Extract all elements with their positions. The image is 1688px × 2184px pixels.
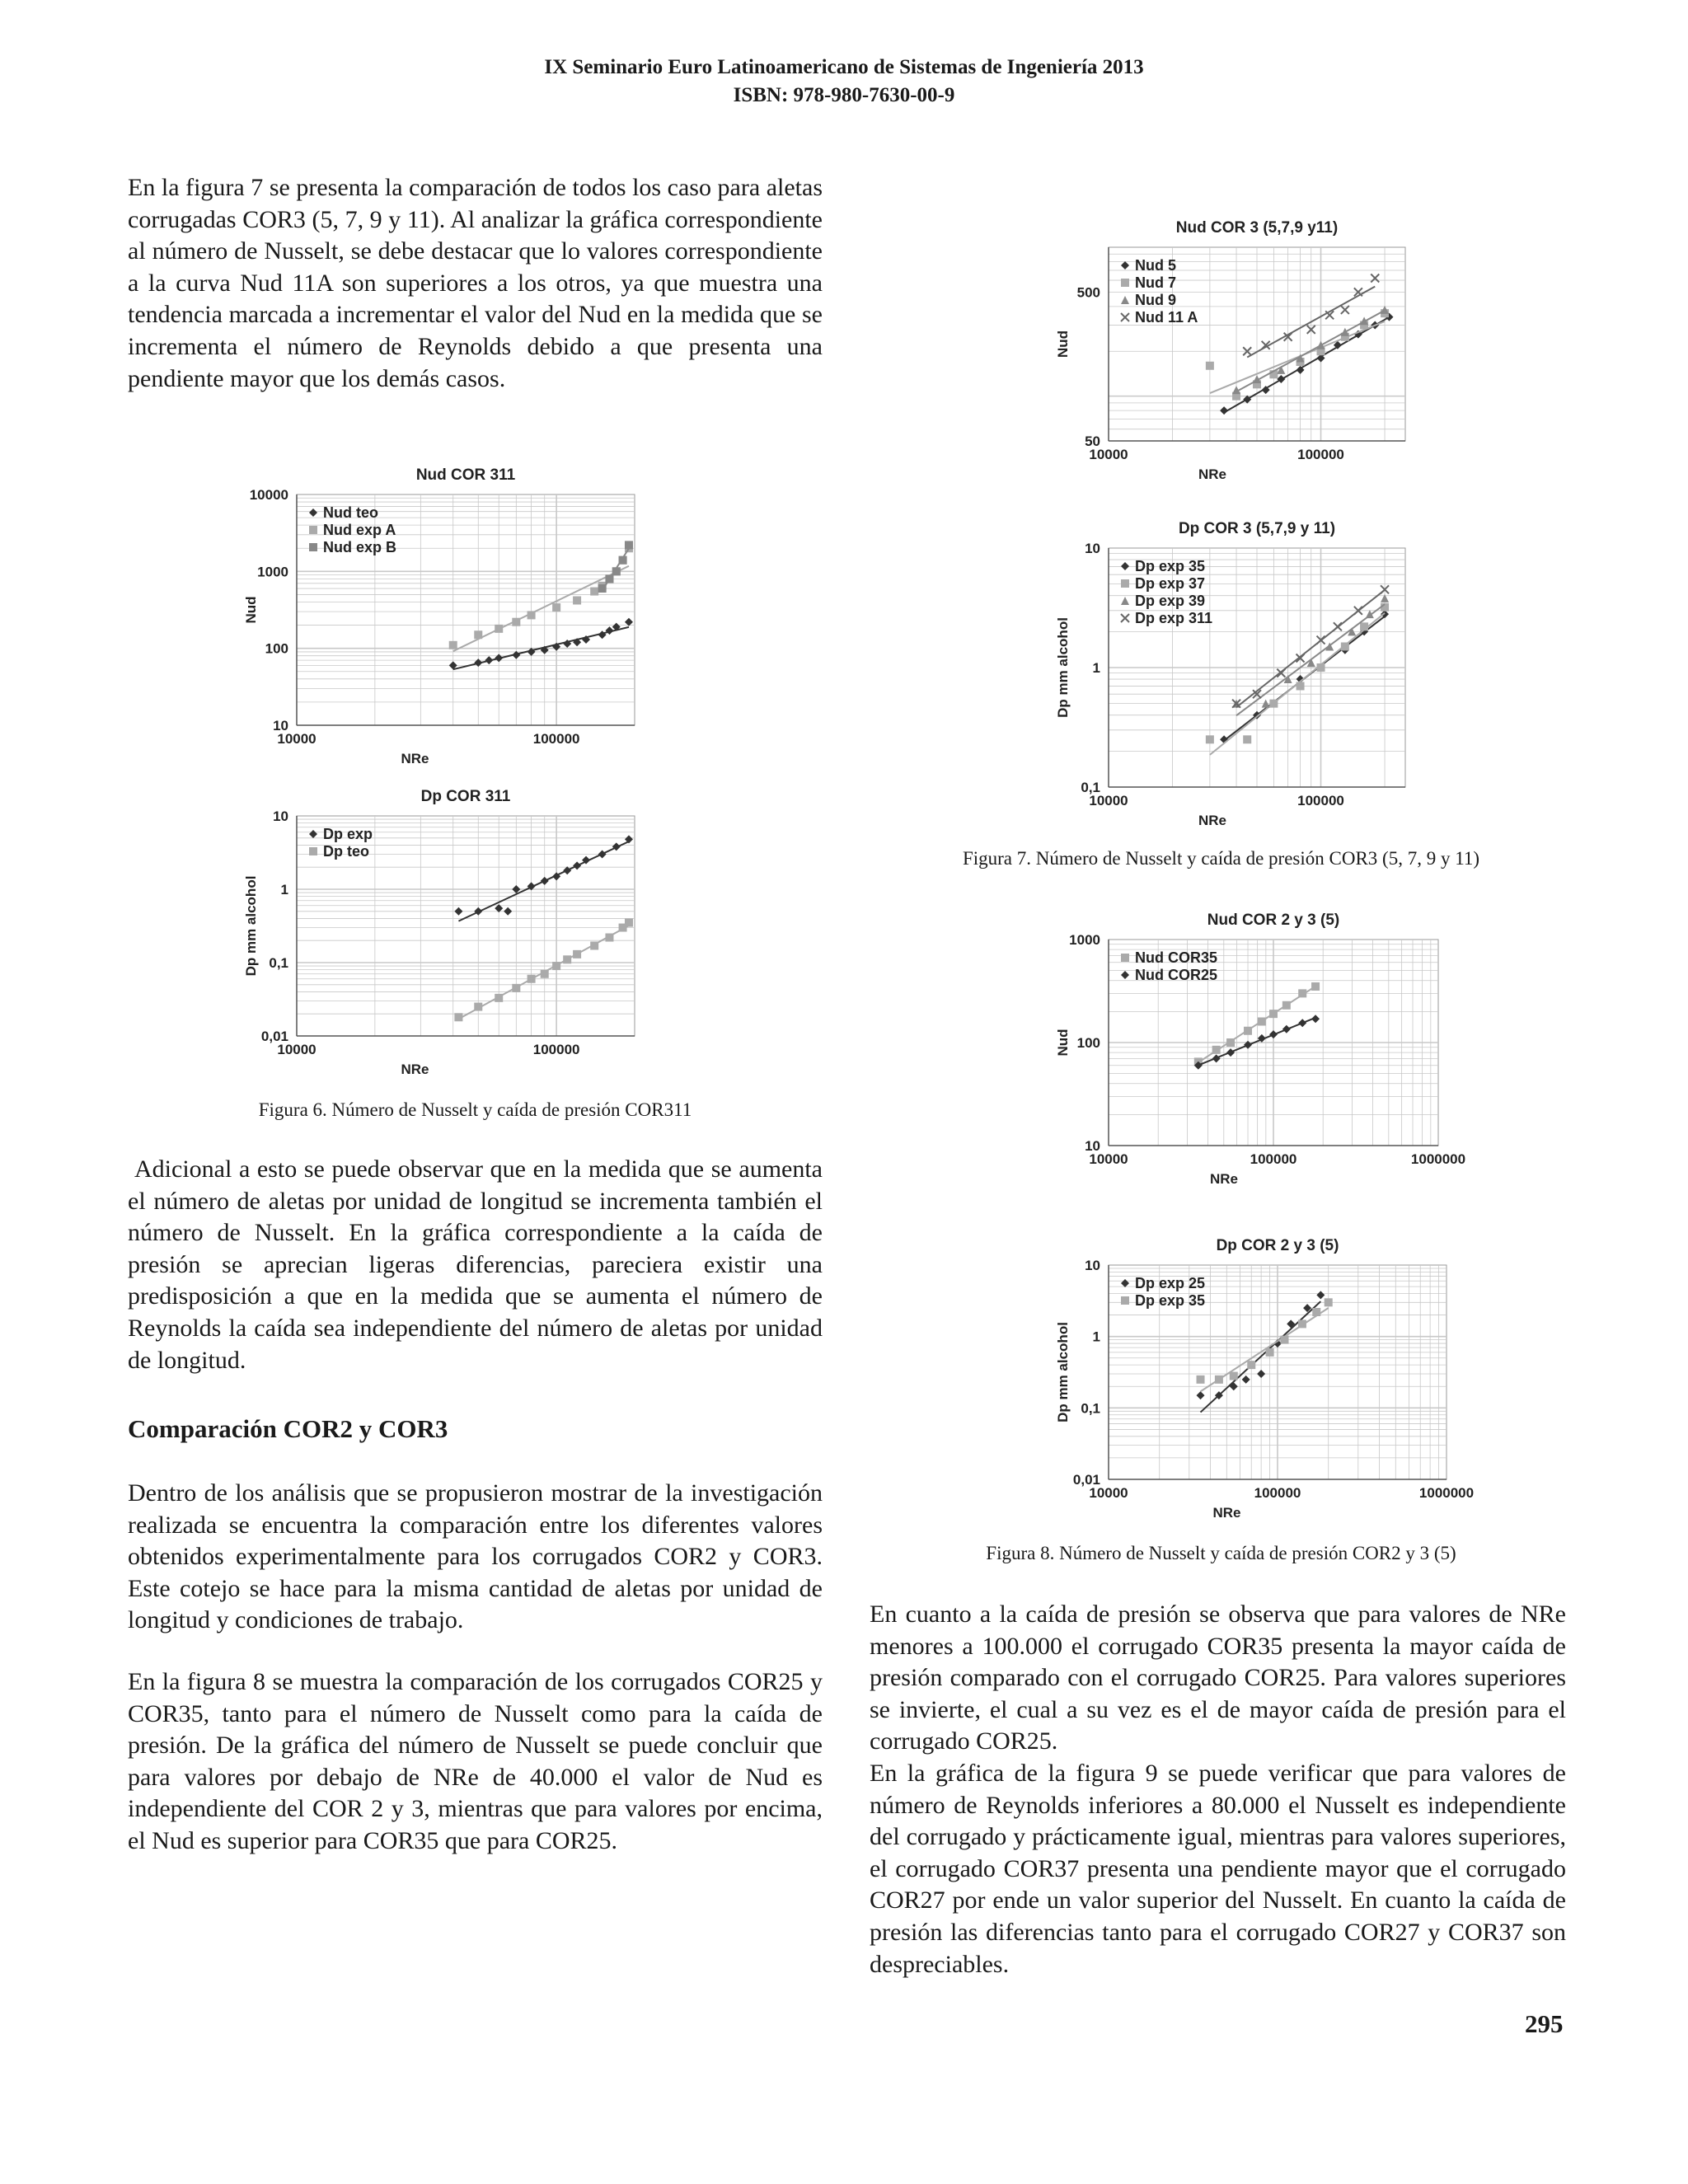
data-point: [1244, 1027, 1252, 1035]
legend-label: Dp exp 35: [1135, 558, 1206, 574]
y-tick-label: 1000: [1069, 932, 1100, 948]
legend-label: Nud 9: [1135, 292, 1177, 308]
chart-nud-cor3: [1047, 206, 1418, 486]
legend-label: Nud 7: [1135, 274, 1177, 291]
data-point: [1296, 682, 1305, 690]
legend-marker: [1121, 279, 1129, 287]
x-tick-label: 100000: [1297, 447, 1344, 462]
chart-title: Dp COR 3 (5,7,9 y 11): [1178, 520, 1336, 537]
chart-title: Dp COR 2 y 3 (5): [1216, 1237, 1339, 1254]
y-tick-label: 10000: [249, 487, 288, 503]
data-point: [625, 541, 633, 549]
y-tick-label: 1: [1092, 660, 1100, 676]
data-point: [495, 625, 503, 633]
data-point: [1212, 1046, 1221, 1054]
x-axis-label: NRe: [401, 751, 429, 766]
y-tick-label: 0,1: [1081, 1400, 1100, 1417]
isbn-line: ISBN: 978-980-7630-00-9: [733, 84, 955, 106]
x-tick-label: 10000: [277, 1042, 316, 1057]
x-tick-label: 100000: [532, 1042, 580, 1057]
x-tick-label: 1000000: [1410, 1151, 1466, 1167]
y-axis-label: Dp mm alcohol: [1055, 1322, 1071, 1422]
legend-label: Dp exp 35: [1135, 1292, 1206, 1309]
data-point: [1197, 1376, 1205, 1384]
legend-label: Nud COR25: [1135, 967, 1218, 983]
data-point: [1341, 642, 1349, 650]
y-axis-label: Dp mm alcohol: [1055, 617, 1071, 718]
x-axis-label: NRe: [1212, 1505, 1241, 1521]
legend-label: Nud 5: [1135, 257, 1177, 274]
figure-8-caption: Figura 8. Número de Nusselt y caída de presión COR2 y 3 (5): [986, 1543, 1456, 1563]
y-tick-label: 0,01: [1072, 1472, 1100, 1488]
data-point: [573, 950, 581, 958]
data-point: [598, 584, 607, 593]
chart-title: Nud COR 2 y 3 (5): [1207, 912, 1340, 929]
paragraph-fig9: En la gráfica de la figura 9 se puede verificar que para valores de número de Reynolds inferiores a 80.000 el Nusselt es independiente del corrugado y prácticamente igual, mientras para valores superiores, el corrugado COR37 presenta una pendiente mayor que el corrugado COR27 por ende un valor superior del Nusselt. En cuanto la caída de presión las diferencias tanto para el corrugado COR27 y COR37 son despreciables.: [870, 1760, 1566, 1978]
y-tick-label: 0,1: [269, 955, 288, 971]
x-tick-label: 100000: [1250, 1151, 1297, 1167]
y-axis-label: Nud: [1055, 1029, 1071, 1057]
x-axis-label: NRe: [1198, 466, 1227, 482]
y-axis-label: Nud: [1055, 330, 1071, 359]
legend-label: Nud exp B: [323, 539, 397, 555]
chart-title: Dp COR 311: [420, 788, 511, 805]
chart-dp-cor311: [235, 775, 647, 1081]
data-point: [1317, 663, 1325, 672]
legend-marker: [1121, 579, 1129, 588]
data-point: [1298, 989, 1306, 997]
y-tick-label: 0,1: [1081, 780, 1100, 795]
legend-marker: [309, 847, 317, 855]
data-point: [619, 556, 627, 565]
x-axis-label: NRe: [1198, 813, 1227, 828]
data-point: [495, 994, 503, 1002]
legend-marker: [1121, 1296, 1129, 1305]
data-point: [1206, 735, 1214, 743]
figure-7-caption: Figura 7. Número de Nusselt y caída de presión COR3 (5, 7, 9 y 11): [962, 848, 1480, 869]
x-axis-label: NRe: [1209, 1171, 1239, 1187]
paragraph-comparison-intro: Dentro de los análisis que se propusieron mostrar de la investigación realizada se encuentra la comparación entre los diferentes valores obtenidos experimentalmente para los corrugados COR2 y COR3. Este cotejo se hace para la misma cantidad de aletas por unidad de longitud y condiciones de trabajo.: [128, 1479, 823, 1634]
x-tick-label: 1000000: [1418, 1485, 1475, 1501]
x-tick-label: 100000: [532, 731, 580, 747]
data-point: [449, 641, 457, 649]
legend-label: Nud 11 A: [1135, 309, 1198, 326]
legend-marker: [309, 526, 317, 534]
y-tick-label: 100: [265, 640, 288, 657]
paragraph-pressure-drop: En cuanto a la caída de presión se observa que para valores de NRe menores a 100.000 el corrugado COR35 presenta la mayor caída de presión comparado con el corrugado COR25. Para valores superiores se invierte, el cual a su vez es el de mayor caída de presión para el corrugado COR25.: [870, 1601, 1566, 1755]
chart-title: Nud COR 3 (5,7,9 y11): [1175, 219, 1339, 237]
figure-6-caption: Figura 6. Número de Nusselt y caída de presión COR311: [258, 1099, 692, 1120]
y-axis-label: Dp mm alcohol: [243, 875, 259, 977]
data-point: [552, 962, 560, 970]
x-tick-label: 100000: [1297, 793, 1344, 808]
chart-dp-cor2-3: [1047, 1224, 1475, 1525]
data-point: [563, 955, 571, 963]
y-tick-label: 10: [1085, 1258, 1100, 1273]
paragraph-additional: Adicional a esto se puede observar que en la medida que se aumenta el número de aletas por unidad de longitud se incrementa también el número de Nusselt. En la gráfica correspondiente a la caída de presión se aprecian ligeras diferencias, pareciera existir una predisposición a que en la medida que se aumenta el número de Reynolds la caída sea independiente del número de aletas por unidad de longitud.: [128, 1155, 823, 1374]
y-tick-label: 10: [273, 718, 288, 733]
y-tick-label: 50: [1085, 434, 1100, 449]
y-tick-label: 1000: [257, 564, 288, 580]
data-point: [1243, 735, 1251, 743]
data-point: [590, 941, 598, 949]
x-tick-label: 10000: [1089, 793, 1128, 808]
y-tick-label: 100: [1076, 1035, 1100, 1051]
legend-label: Dp exp 37: [1135, 575, 1206, 592]
legend-label: Nud teo: [323, 504, 378, 521]
data-point: [605, 574, 613, 583]
data-point: [1230, 1372, 1238, 1380]
y-axis-label: Nud: [243, 596, 259, 624]
data-point: [552, 603, 560, 612]
y-tick-label: 0,01: [260, 1029, 288, 1044]
y-tick-label: 1: [280, 882, 288, 898]
x-tick-label: 100000: [1254, 1485, 1301, 1501]
data-point: [1325, 1298, 1333, 1306]
page-number: 295: [1525, 2009, 1564, 2038]
x-tick-label: 10000: [1089, 1485, 1128, 1501]
paragraph-fig7-intro: En la figura 7 se presenta la comparación de todos los caso para aletas corrugadas COR3 (5, 7, 9 y 11). Al analizar la gráfica correspondiente al número de Nusselt, se debe destacar que lo valores correspondiente a la curva Nud 11A son superiores a los otros, ya que muestra una tendencia marcada a incrementar el valor del Nud en la medida que se incrementa el número de Reynolds debido a que presenta una pendiente mayor que los demás casos.: [128, 174, 823, 392]
legend-label: Dp teo: [323, 843, 369, 860]
data-point: [474, 1003, 482, 1011]
data-point: [474, 630, 482, 639]
data-point: [625, 919, 633, 927]
x-tick-label: 10000: [1089, 1151, 1128, 1167]
x-tick-label: 10000: [277, 731, 316, 747]
data-point: [454, 1013, 462, 1021]
y-tick-label: 10: [1085, 1138, 1100, 1154]
data-point: [605, 934, 613, 942]
data-point: [1311, 982, 1320, 991]
data-point: [1215, 1376, 1223, 1384]
data-point: [528, 975, 536, 983]
legend-marker: [309, 543, 317, 551]
legend-label: Nud COR35: [1135, 949, 1218, 966]
legend: [1121, 558, 1212, 626]
data-point: [1282, 1001, 1291, 1010]
paragraph-fig8-description: En la figura 8 se muestra la comparación de los corrugados COR25 y COR35, tanto para el número de Nusselt como para la caída de presión. De la gráfica del número de Nusselt se puede concluir que para valores por debajo de NRe de 40.000 el valor de Nud es independiente del COR 2 y 3, mientras que para valores por encima, el Nud es superior para COR35 que para COR25.: [128, 1668, 823, 1854]
data-point: [612, 567, 621, 575]
legend-label: Dp exp 39: [1135, 593, 1206, 609]
y-tick-label: 500: [1076, 284, 1100, 301]
data-point: [1280, 1336, 1288, 1344]
legend: [1121, 949, 1217, 983]
y-tick-label: 1: [1092, 1329, 1100, 1345]
data-point: [528, 611, 536, 619]
x-axis-label: NRe: [401, 1062, 429, 1077]
legend-label: Dp exp 25: [1135, 1275, 1206, 1291]
conference-title: IX Seminario Euro Latinoamericano de Sistemas de Ingeniería 2013: [544, 56, 1144, 78]
legend-label: Dp exp: [323, 826, 373, 842]
chart-title: Nud COR 311: [415, 466, 516, 484]
legend-label: Nud exp A: [323, 522, 396, 538]
legend-label: Dp exp 311: [1135, 610, 1213, 626]
data-point: [1226, 1038, 1235, 1047]
data-point: [512, 618, 520, 626]
data-point: [573, 596, 581, 604]
data-point: [1298, 1319, 1306, 1328]
x-tick-label: 10000: [1089, 447, 1128, 462]
data-point: [1206, 362, 1214, 370]
data-point: [541, 970, 549, 978]
legend-marker: [1121, 954, 1129, 962]
data-point: [1247, 1361, 1255, 1369]
chart-nud-cor311: [235, 453, 647, 771]
data-point: [1258, 1017, 1266, 1025]
data-point: [512, 984, 520, 992]
y-tick-label: 10: [273, 808, 288, 824]
chart-nud-cor2-3: [1047, 898, 1466, 1191]
data-point: [1269, 700, 1278, 708]
y-tick-label: 10: [1085, 541, 1100, 556]
data-point: [590, 588, 598, 596]
data-point: [1312, 1308, 1320, 1316]
data-point: [1266, 1348, 1274, 1357]
data-point: [1360, 622, 1368, 630]
chart-dp-cor3: [1047, 507, 1418, 832]
data-point: [1269, 1010, 1278, 1018]
section-heading: Comparación COR2 y COR3: [128, 1414, 448, 1443]
